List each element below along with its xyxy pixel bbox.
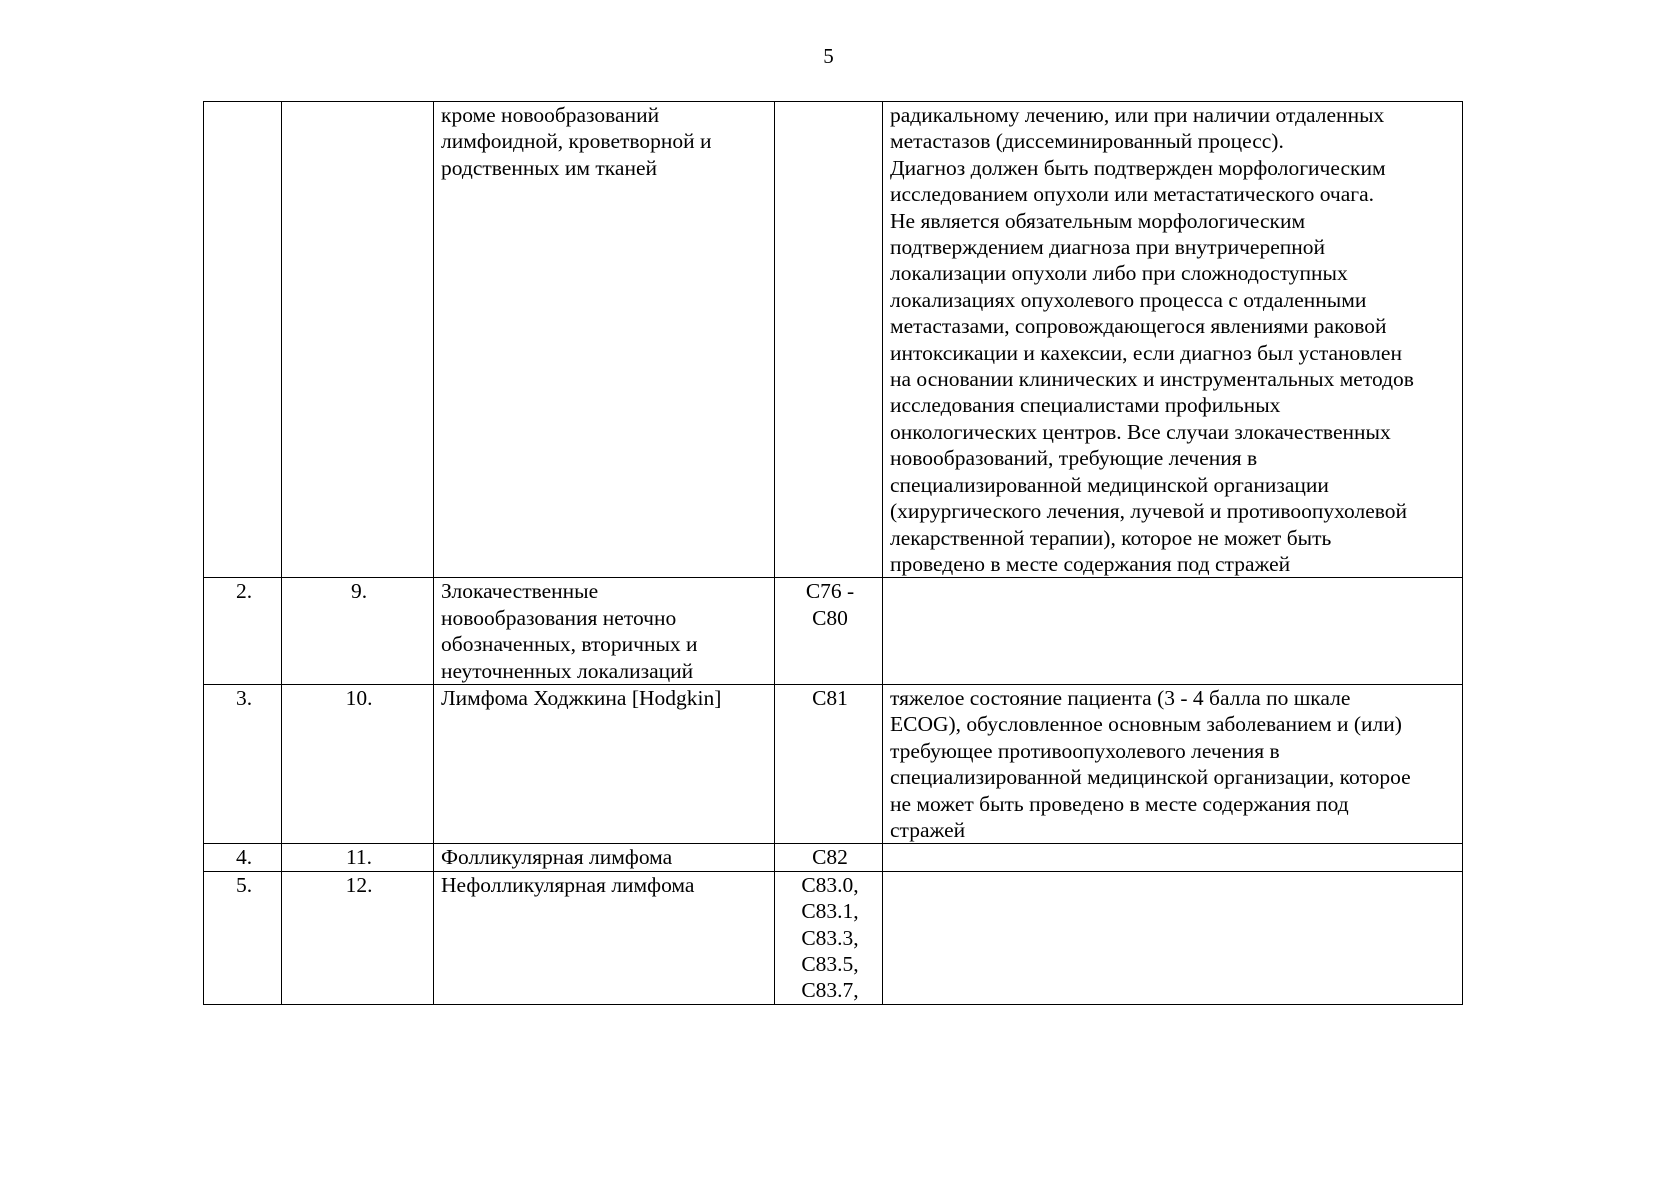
text-line: С80 xyxy=(812,605,848,630)
text-line: стражей xyxy=(890,817,966,842)
text-line: онкологических центров. Все случаи злокачественных xyxy=(890,419,1391,444)
text-line: С83.5, xyxy=(801,952,859,976)
page-number: 5 xyxy=(823,44,834,68)
text-line: Диагноз должен быть подтвержден морфологическим xyxy=(890,155,1386,180)
text-line: новообразований, требующие лечения в xyxy=(890,446,1258,471)
text-line: С83.1, xyxy=(801,899,859,924)
text-line: С83.3, xyxy=(801,925,859,950)
table-row xyxy=(204,684,1463,843)
text-line: неуточненных локализаций xyxy=(441,658,694,683)
text-line: Злокачественные xyxy=(441,579,599,604)
subitem-number-cell: 9. xyxy=(282,578,434,685)
text-line: метастазами, сопровождающегося явлениями раковой xyxy=(890,314,1387,339)
table-row xyxy=(204,844,1463,871)
text-line: локализации опухоли либо при сложнодоступных xyxy=(890,261,1348,286)
text-line: С82 xyxy=(812,845,848,870)
text-line: С83.0, xyxy=(801,872,859,897)
row-number-cell: 3. xyxy=(204,684,282,843)
conditions-cell xyxy=(883,684,1463,843)
table-row xyxy=(204,102,1463,578)
row-number-cell: 4. xyxy=(204,844,282,871)
text-line: проведено в месте содержания под стражей xyxy=(890,551,1291,576)
text-line: радикальному лечению, или при наличии отдаленных xyxy=(890,103,1385,127)
disease-name-cell xyxy=(434,684,775,843)
text-line: специализированной медицинской организации, которое xyxy=(890,765,1411,790)
text-line: С83.7, xyxy=(801,978,859,1003)
text-line: кроме новообразований xyxy=(441,103,660,127)
table-row xyxy=(204,871,1463,1004)
text-line: Фолликулярная лимфома xyxy=(441,845,673,870)
subitem-number-cell xyxy=(282,102,434,578)
icd-code-cell xyxy=(775,578,883,685)
icd-code-cell xyxy=(775,684,883,843)
icd-code-cell xyxy=(775,102,883,578)
disease-name-cell xyxy=(434,844,775,871)
text-line: родственных им тканей xyxy=(441,155,658,180)
text-line: не может быть проведено в месте содержания под xyxy=(890,791,1349,816)
conditions-cell xyxy=(883,102,1463,578)
disease-table xyxy=(203,101,1463,1005)
text-line: специализированной медицинской организации xyxy=(890,472,1329,497)
row-number-cell xyxy=(204,102,282,578)
subitem-number-cell: 12. xyxy=(282,871,434,1004)
disease-name-cell xyxy=(434,871,775,1004)
text-line: обозначенных, вторичных и xyxy=(441,632,698,657)
text-line: Не является обязательным морфологическим xyxy=(890,208,1306,233)
text-line: подтверждением диагноза при внутричерепной xyxy=(890,235,1326,260)
conditions-cell xyxy=(883,871,1463,1004)
text-line: лекарственной терапии), которое не может быть xyxy=(890,525,1332,550)
icd-code-cell xyxy=(775,844,883,871)
subitem-number-cell: 10. xyxy=(282,684,434,843)
text-line: требующее противоопухолевого лечения в xyxy=(890,738,1280,763)
text-line: интоксикации и кахексии, если диагноз был установлен xyxy=(890,340,1402,365)
conditions-cell xyxy=(883,844,1463,871)
text-line: исследованием опухоли или метастатического очага. xyxy=(890,182,1375,207)
text-line: С76 - xyxy=(805,579,855,604)
text-line: локализациях опухолевого процесса с отдаленными xyxy=(890,287,1367,312)
text-line: (хирургического лечения, лучевой и противоопухолевой xyxy=(890,499,1408,524)
row-number-cell: 5. xyxy=(204,871,282,1004)
text-line: тяжелое состояние пациента (3 - 4 балла по шкале xyxy=(890,685,1351,710)
row-number-cell: 2. xyxy=(204,578,282,685)
subitem-number-cell: 11. xyxy=(282,844,434,871)
text-line: метастазов (диссеминированный процесс). xyxy=(890,129,1284,154)
text-line: лимфоидной, кроветворной и xyxy=(441,129,712,154)
text-line: С81 xyxy=(812,685,848,710)
text-line: новообразования неточно xyxy=(441,605,677,630)
text-line: исследования специалистами профильных xyxy=(890,393,1281,418)
disease-name-cell xyxy=(434,578,775,685)
conditions-cell xyxy=(883,578,1463,685)
text-line: Нефолликулярная лимфома xyxy=(441,872,695,897)
disease-name-cell xyxy=(434,102,775,578)
text-line: Лимфома Ходжкина [Hodgkin] xyxy=(441,685,722,710)
table-row xyxy=(204,578,1463,685)
icd-code-cell xyxy=(775,871,883,1004)
text-line: на основании клинических и инструментальных методов xyxy=(890,367,1414,392)
text-line: ECOG), обусловленное основным заболеванием и (или) xyxy=(890,712,1402,737)
